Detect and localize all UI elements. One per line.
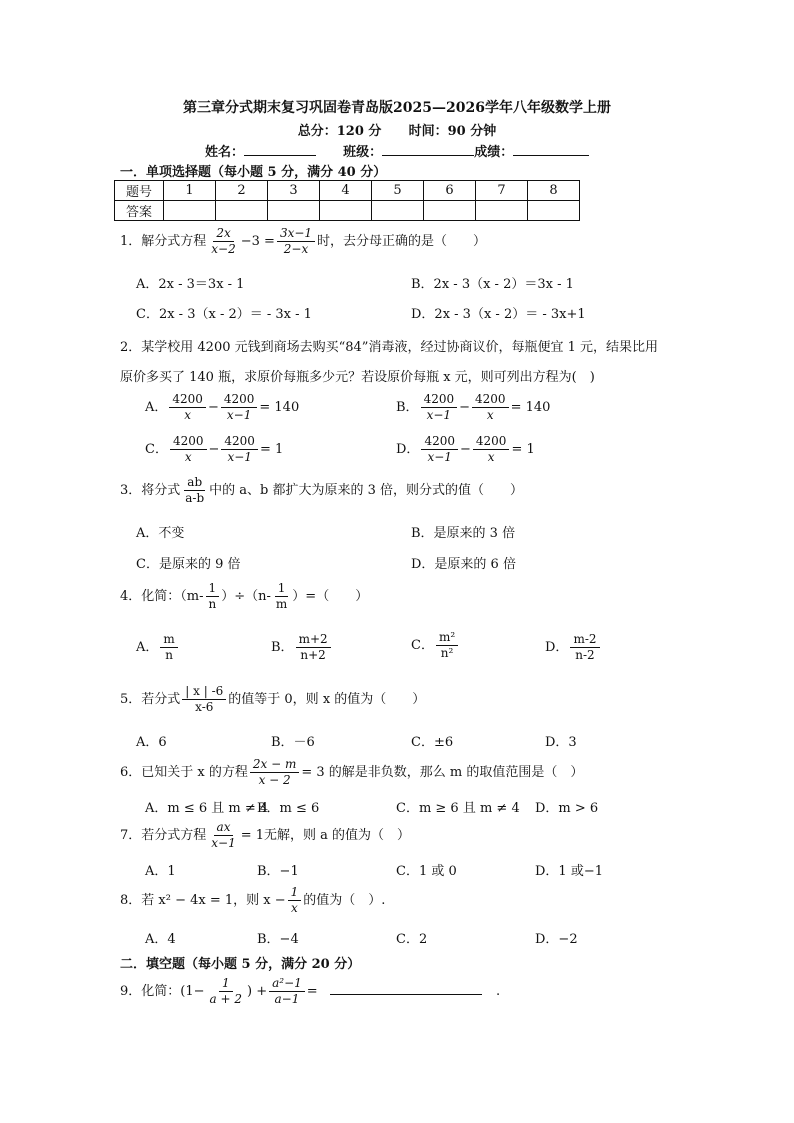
numerator: m <box>160 632 177 648</box>
denominator: a + 2 <box>209 992 242 1006</box>
question-text: 的值等于 0，则 x 的值为（ ） <box>228 692 426 707</box>
fraction <box>436 630 458 661</box>
option-c[interactable] <box>411 630 460 661</box>
denominator: n <box>208 597 217 611</box>
option-b[interactable]: B．－6 <box>271 735 315 750</box>
option-label: B． <box>271 640 294 655</box>
fraction <box>296 632 331 663</box>
exam-time: 时间：90 分钟 <box>408 124 497 139</box>
fraction <box>570 632 599 663</box>
fraction <box>169 392 206 423</box>
denominator: x <box>486 408 494 422</box>
option-d[interactable]: D．m > 6 <box>535 801 599 816</box>
answer-blank[interactable] <box>330 982 482 995</box>
option-c[interactable]: C．2 <box>396 932 428 947</box>
numerator: 4200 <box>473 434 510 450</box>
question-text: 4．化简：（m- <box>120 589 204 604</box>
option-rhs: = 140 <box>259 400 300 415</box>
question-text: 1．解分式方程 <box>120 234 207 249</box>
denominator: m <box>275 597 288 611</box>
answer-table <box>114 180 580 221</box>
question-9 <box>120 976 500 1007</box>
option-d[interactable] <box>545 632 602 663</box>
name-label: 姓名： <box>205 145 245 160</box>
question-text: 3．将分式 <box>120 483 181 498</box>
denominator: 2−x <box>283 242 309 256</box>
option-d[interactable]: D．是原来的 6 倍 <box>411 557 516 572</box>
question-5 <box>120 684 425 715</box>
fraction <box>182 475 207 506</box>
fraction <box>208 820 238 851</box>
numerator: 2x − m <box>250 757 299 773</box>
question-text: 7．若分式方程 <box>120 828 207 843</box>
denominator: x <box>184 450 192 464</box>
question-2-line-2: 原价多买了 140 瓶，求原价每瓶多少元？若设原价每瓶 x 元，则可列出方程为( ) <box>120 370 595 385</box>
denominator: x−2 <box>211 242 236 256</box>
score-label: 成绩： <box>474 145 514 160</box>
fraction <box>160 632 177 663</box>
option-a[interactable]: A． $\frac{4200}{x}$ − $\frac{4200}{x-1}$ = 140 <box>145 392 300 422</box>
numerator: 4200 <box>421 392 458 408</box>
option-label: A． <box>136 640 159 655</box>
option-rhs: = 1 <box>511 442 535 457</box>
numerator: 1 <box>206 581 220 597</box>
numerator: 1 <box>288 885 302 901</box>
question-text: −3 = <box>240 234 275 249</box>
fraction <box>273 581 290 612</box>
table-row <box>115 201 580 221</box>
question-text: 6．已知关于 x 的方程 <box>120 765 248 780</box>
numerator: 3x−1 <box>277 226 315 242</box>
fraction <box>473 434 510 465</box>
question-text: = 1无解，则 a 的值为（ ） <box>240 828 411 843</box>
denominator: n-2 <box>575 648 595 662</box>
numerator: m+2 <box>296 632 331 648</box>
numerator: 4200 <box>221 392 258 408</box>
option-a[interactable]: A．6 <box>136 735 167 750</box>
question-text: 9．化简：(1− <box>120 984 205 999</box>
denominator: x−1 <box>211 836 236 850</box>
table-cell: 7 <box>476 181 528 201</box>
numerator: 1 <box>275 581 289 597</box>
option-d[interactable]: D．3 <box>545 735 577 750</box>
fraction <box>221 434 258 465</box>
numerator: | x | -6 <box>182 684 226 700</box>
option-b[interactable]: B． $\frac{4200}{x-1}$ − $\frac{4200}{x}$ = 140 <box>396 392 551 422</box>
page-title: 第三章分式期末复习巩固卷青岛版2025—2026学年八年级数学上册 <box>183 100 611 116</box>
question-text: 8．若 x² − 4x = 1，则 x − <box>120 893 286 908</box>
question-text: ) + <box>247 984 268 999</box>
answer-cell[interactable] <box>216 201 268 221</box>
class-blank[interactable] <box>382 143 474 156</box>
denominator: x <box>291 901 298 915</box>
exam-meta <box>0 120 794 139</box>
option-b[interactable]: B．是原来的 3 倍 <box>411 526 516 541</box>
answer-cell[interactable] <box>424 201 476 221</box>
numerator: 4200 <box>421 434 458 450</box>
numerator: 1 <box>219 976 233 992</box>
table-cell: 4 <box>320 181 372 201</box>
section-2-heading: 二．填空题（每小题 5 分，满分 20 分） <box>120 957 361 972</box>
denominator: x <box>487 450 495 464</box>
question-1 <box>120 226 486 257</box>
denominator: n² <box>440 646 454 660</box>
denominator: x − 2 <box>258 773 291 787</box>
numerator: 4200 <box>169 392 206 408</box>
fraction <box>288 885 302 916</box>
question-text: ）÷（n- <box>221 589 271 604</box>
table-cell: 8 <box>528 181 580 201</box>
option-d[interactable]: D．1 或−1 <box>535 864 603 879</box>
denominator: a-b <box>185 491 205 505</box>
table-cell: 答案 <box>115 201 164 221</box>
question-text: 5．若分式 <box>120 692 181 707</box>
option-b[interactable]: B．−1 <box>257 864 299 879</box>
option-b[interactable]: B．2x - 3（x - 2）＝3x - 1 <box>411 277 574 292</box>
question-text: 时，去分母正确的是（ ） <box>317 234 487 249</box>
fraction <box>277 226 315 257</box>
denominator: n+2 <box>300 648 326 662</box>
question-text: = <box>306 984 318 999</box>
option-c[interactable]: C． $\frac{4200}{x}$ − $\frac{4200}{x-1}$ = 1 <box>145 434 284 464</box>
class-label: 班级： <box>343 145 383 160</box>
option-a[interactable] <box>136 632 180 663</box>
question-8 <box>120 885 385 916</box>
fraction <box>269 976 305 1007</box>
option-a[interactable]: A．不变 <box>136 526 185 541</box>
question-4 <box>120 581 368 612</box>
option-label: A． <box>145 400 168 415</box>
table-cell: 5 <box>372 181 424 201</box>
question-text: ）=（ ） <box>292 589 369 604</box>
option-a[interactable]: A．2x - 3＝3x - 1 <box>136 277 245 292</box>
question-text: 的值为（ ）. <box>303 893 386 908</box>
option-label: D． <box>396 442 420 457</box>
denominator: x−1 <box>426 408 452 422</box>
fraction <box>208 226 238 257</box>
fraction <box>472 392 509 423</box>
numerator: 4200 <box>221 434 258 450</box>
option-a[interactable]: A．1 <box>145 864 176 879</box>
option-label: B． <box>396 400 419 415</box>
option-label: D． <box>545 640 569 655</box>
option-c[interactable]: C．m ≥ 6 且 m ≠ 4 <box>396 801 520 816</box>
denominator: x−1 <box>227 450 252 464</box>
question-text: = 3 的解是非负数，那么 m 的取值范围是（ ） <box>301 765 584 780</box>
table-cell: 题号 <box>115 181 164 201</box>
denominator: x−1 <box>427 450 452 464</box>
option-b[interactable] <box>271 632 333 663</box>
numerator: a²−1 <box>269 976 305 992</box>
option-b[interactable]: B．m ≤ 6 <box>257 801 320 816</box>
question-7 <box>120 820 410 851</box>
option-rhs: = 1 <box>259 442 284 457</box>
question-3 <box>120 475 523 506</box>
option-a[interactable]: A．4 <box>145 932 176 947</box>
question-6 <box>120 757 583 788</box>
fraction <box>221 392 258 423</box>
answer-cell[interactable] <box>268 201 320 221</box>
fraction <box>421 392 458 423</box>
option-d[interactable]: D．2x - 3（x - 2）＝ - 3x+1 <box>411 307 586 322</box>
answer-cell[interactable] <box>164 201 216 221</box>
option-label: C． <box>145 442 168 457</box>
section-1-heading: 一．单项选择题（每小题 5 分，满分 40 分） <box>120 165 387 180</box>
numerator: ab <box>184 475 205 491</box>
total-score: 总分：120 分 <box>297 124 382 139</box>
option-a[interactable]: A．m ≤ 6 且 m ≠ 4 <box>145 801 269 816</box>
student-info <box>205 141 589 160</box>
name-blank[interactable] <box>244 143 316 156</box>
table-row <box>115 181 580 201</box>
fraction <box>250 757 299 788</box>
answer-cell[interactable] <box>528 201 580 221</box>
fraction <box>170 434 207 465</box>
numerator: m² <box>436 630 458 646</box>
option-b[interactable]: B．−4 <box>257 932 299 947</box>
option-c[interactable]: C．±6 <box>411 735 454 750</box>
option-d[interactable]: D． $\frac{4200}{x-1}$ − $\frac{4200}{x}$ = 1 <box>396 434 535 464</box>
option-c[interactable]: C．1 或 0 <box>396 864 457 879</box>
table-cell: 1 <box>164 181 216 201</box>
denominator: x <box>184 408 192 422</box>
answer-cell[interactable] <box>320 201 372 221</box>
denominator: n <box>165 648 173 662</box>
denominator: x-6 <box>195 700 214 714</box>
numerator: 4200 <box>170 434 207 450</box>
option-d[interactable]: D．−2 <box>535 932 578 947</box>
option-label: C． <box>411 638 434 653</box>
fraction <box>206 581 220 612</box>
question-text: . <box>495 984 501 999</box>
table-cell: 3 <box>268 181 320 201</box>
score-blank[interactable] <box>513 143 589 156</box>
fraction <box>421 434 458 465</box>
option-c[interactable]: C．2x - 3（x - 2）＝ - 3x - 1 <box>136 307 312 322</box>
fraction <box>207 976 245 1007</box>
table-cell: 6 <box>424 181 476 201</box>
question-text: 中的 a、b 都扩大为原来的 3 倍，则分式的值（ ） <box>209 483 524 498</box>
question-2-line-1: 2．某学校用 4200 元钱到商场去购买“84”消毒液，经过协商议价，每瓶便宜 1 元，结果比用 <box>120 340 658 355</box>
numerator: m-2 <box>570 632 599 648</box>
option-c[interactable]: C．是原来的 9 倍 <box>136 557 241 572</box>
option-rhs: = 140 <box>510 400 551 415</box>
answer-cell[interactable] <box>476 201 528 221</box>
denominator: x−1 <box>226 408 252 422</box>
answer-cell[interactable] <box>372 201 424 221</box>
numerator: ax <box>214 820 234 836</box>
numerator: 2x <box>213 226 233 242</box>
numerator: 4200 <box>472 392 509 408</box>
table-cell: 2 <box>216 181 268 201</box>
fraction <box>182 684 226 715</box>
denominator: a−1 <box>274 992 300 1006</box>
